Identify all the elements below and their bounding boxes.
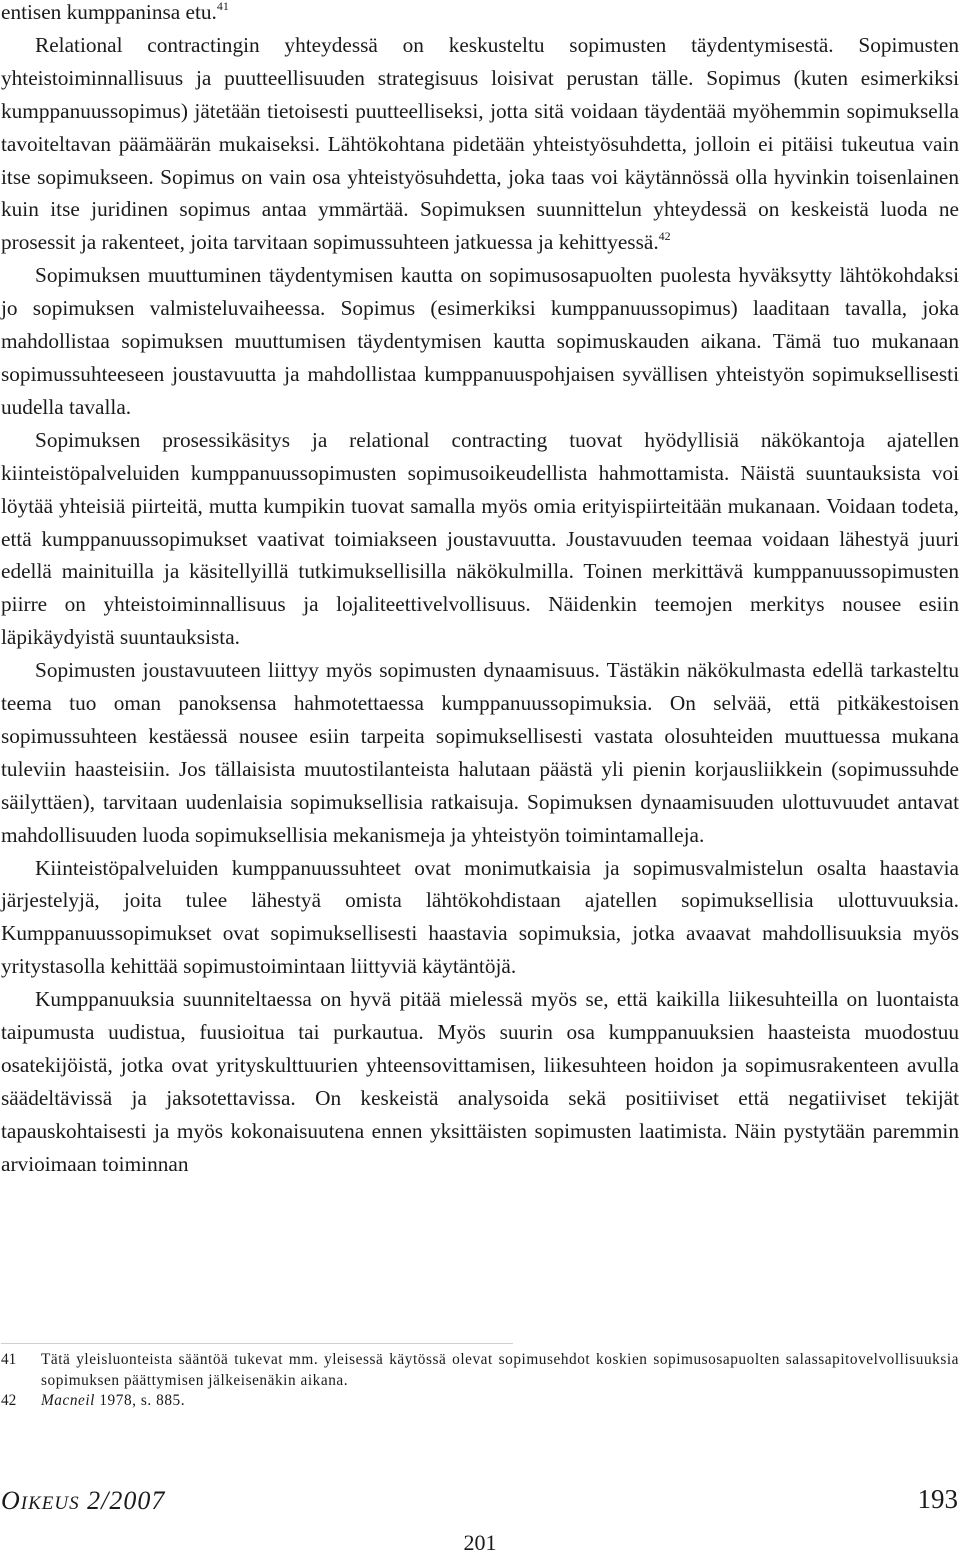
footnote-author: Macneil xyxy=(41,1392,95,1409)
bottom-page-number: 201 xyxy=(463,1530,497,1555)
footnote-divider xyxy=(1,1343,513,1344)
footnote-number: 41 xyxy=(1,1351,17,1368)
footnote xyxy=(1,1391,959,1412)
paragraph: Sopimuksen muuttuminen täydentymisen kautta on sopimusosapuolten puolesta hyväksytty lähtökohdaksi jo sopimuksen valmisteluvaiheessa. Sopimus (esimerkiksi kumppanuussopimus) laaditaan tavalla, joka mahdollistaa sopimuksen muuttumisen täydentymisen kautta sopimuskauden aikana. Tämä tuo mukanaan sopimussuhteeseen joustavuutta ja mahdollistaa kumppanuuspohjaisen syvällisen yhteistyön sopimuksellisesti uudella tavalla. xyxy=(1,263,959,419)
footnote-reference[interactable]: 42 xyxy=(658,229,671,244)
paragraph-text: Relational contractingin yhteydessä on keskusteltu sopimusten täydentymisestä. Sopimusten yhteistoiminnallisuus ja puutteellisuuden strategisuus loisivat perustan tälle. Sopimus (kuten esimerkiksi kumppanuussopimus) jätetään tietoisesti puutteelliseksi, jotta sitä voidaan täydentää myöhemmin sopimuksella tavoiteltavan päämäärän mukaiseksi. Lähtökohtana pidetään yhteistyösuhdetta, jolloin ei pitäisi tukeutua vain itse sopimukseen. Sopimus on vain osa yhteistyösuhdetta, joka taas voi käytännössä olla hyvinkin toisenlainen kuin itse juridinen sopimus antaa ymmärtää. Sopimuksen suunnittelun yhteydessä on keskeistä luoda ne prosessit ja rakenteet, joita tarvitaan sopimussuhteen jatkuessa ja kehittyessä. xyxy=(1,32,959,255)
footnote-text: Tätä yleisluonteista sääntöä tukevat mm. yleisessä käytössä olevat sopimusehdot koskien sopimusosapuolten salassapitovelvollisuuksia sopimuksen päättymisen jälkeisenäkin aikana. xyxy=(41,1351,959,1389)
footnote-number: 42 xyxy=(1,1392,17,1409)
journal-name-rest: IKEUS xyxy=(20,1493,80,1514)
footnote-reference[interactable]: 41 xyxy=(216,0,229,13)
paragraph: Sopimusten joustavuuteen liittyy myös sopimusten dynaamisuus. Tästäkin näkökulmasta edellä tarkasteltu teema tuo oman panoksensa hahmotettaessa kumppanuussopimuksia. On selvää, että pitkäkestoisen sopimussuhteen kestäessä nousee esiin tarpeita sopimuksellisesti vastata olosuhteiden muuttuessa mukana tuleviin haasteisiin. Jos tällaisista muutostilanteista halutaan päästä yli pienin korjausliikkein (sopimussuhde säilyttäen), tarvitaan uudenlaisia sopimuksellisia ratkaisuja. Sopimuksen dynaamisuuden ulottuvuudet antavat mahdollisuuden luoda sopimuksellisia mekanismeja ja yhteistyön toimintamalleja. xyxy=(1,658,959,847)
paragraph-continuation xyxy=(1,0,959,29)
footnote-citation: 1978, s. 885. xyxy=(94,1392,186,1409)
paragraph xyxy=(1,29,959,259)
body-text xyxy=(1,0,959,1181)
paragraph: Kiinteistöpalveluiden kumppanuussuhteet ovat monimutkaisia ja sopimusvalmistelun osalta haastavia järjestelyjä, joita tulee lähestyä omista lähtökohdistaan ajatellen sopimuksellisia ulottuvuuksia. Kumppanuussopimukset ovat sopimuksellisesti haastavia sopimuksia, jotka avaavat mahdollisuuksia myös yritystasolla kehittää sopimustoimintaan liittyviä käytäntöjä. xyxy=(1,855,959,979)
journal-title xyxy=(1,1486,165,1516)
journal-issue: 2/2007 xyxy=(79,1486,166,1515)
paragraph: Sopimuksen prosessikäsitys ja relational contracting tuovat hyödyllisiä näkökantoja ajatellen kiinteistöpalveluiden kumppanuussopimusten sopimusoikeudellista hahmottamista. Näistä suuntauksista voi löytää yhteisiä piirteitä, mutta kumpikin tuovat samalla myös omia erityispiirteitään mukanaan. Voidaan todeta, että kumppanuussopimukset vaativat toimiakseen joustavuutta. Joustavuuden teemaa voidaan lähestyä juuri edellä mainituilla ja käsitellyillä tutkimuksellisilla näkökulmilla. Toinen merkittävä kumppanuussopimusten piirre on yhteistoiminnallisuus ja lojaliteettivelvollisuus. Näidenkin teemojen merkitys nousee esiin läpikäydyistä suuntauksista. xyxy=(1,427,959,650)
footnote xyxy=(1,1350,959,1391)
journal-name xyxy=(1,1486,80,1515)
footnote-text xyxy=(41,1391,959,1412)
paragraph: Kumppanuuksia suunniteltaessa on hyvä pitää mielessä myös se, että kaikilla liikesuhteilla on luontaista taipumusta uudistua, fuusioitua tai purkautua. Myös suurin osa kumppanuuksien haasteista muodostuu osatekijöistä, jotka ovat yrityskulttuurien yhteensovittamisen, liikesuhteen hoidon ja sopimusrakenteen avulla säädeltävissä ja jaksotettavissa. On keskeistä analysoida sekä positiiviset että negatiiviset tekijät tapauskohtaisesti ja myös kokonaisuutena ennen yksittäisten sopimusten laatimista. Näin pystytään paremmin arvioimaan toiminnan xyxy=(1,987,959,1176)
page-number: 193 xyxy=(917,1484,958,1514)
journal-name-initial: O xyxy=(1,1486,21,1515)
paragraph-text: entisen kumppaninsa etu. xyxy=(1,0,217,24)
footnotes xyxy=(1,1350,959,1412)
